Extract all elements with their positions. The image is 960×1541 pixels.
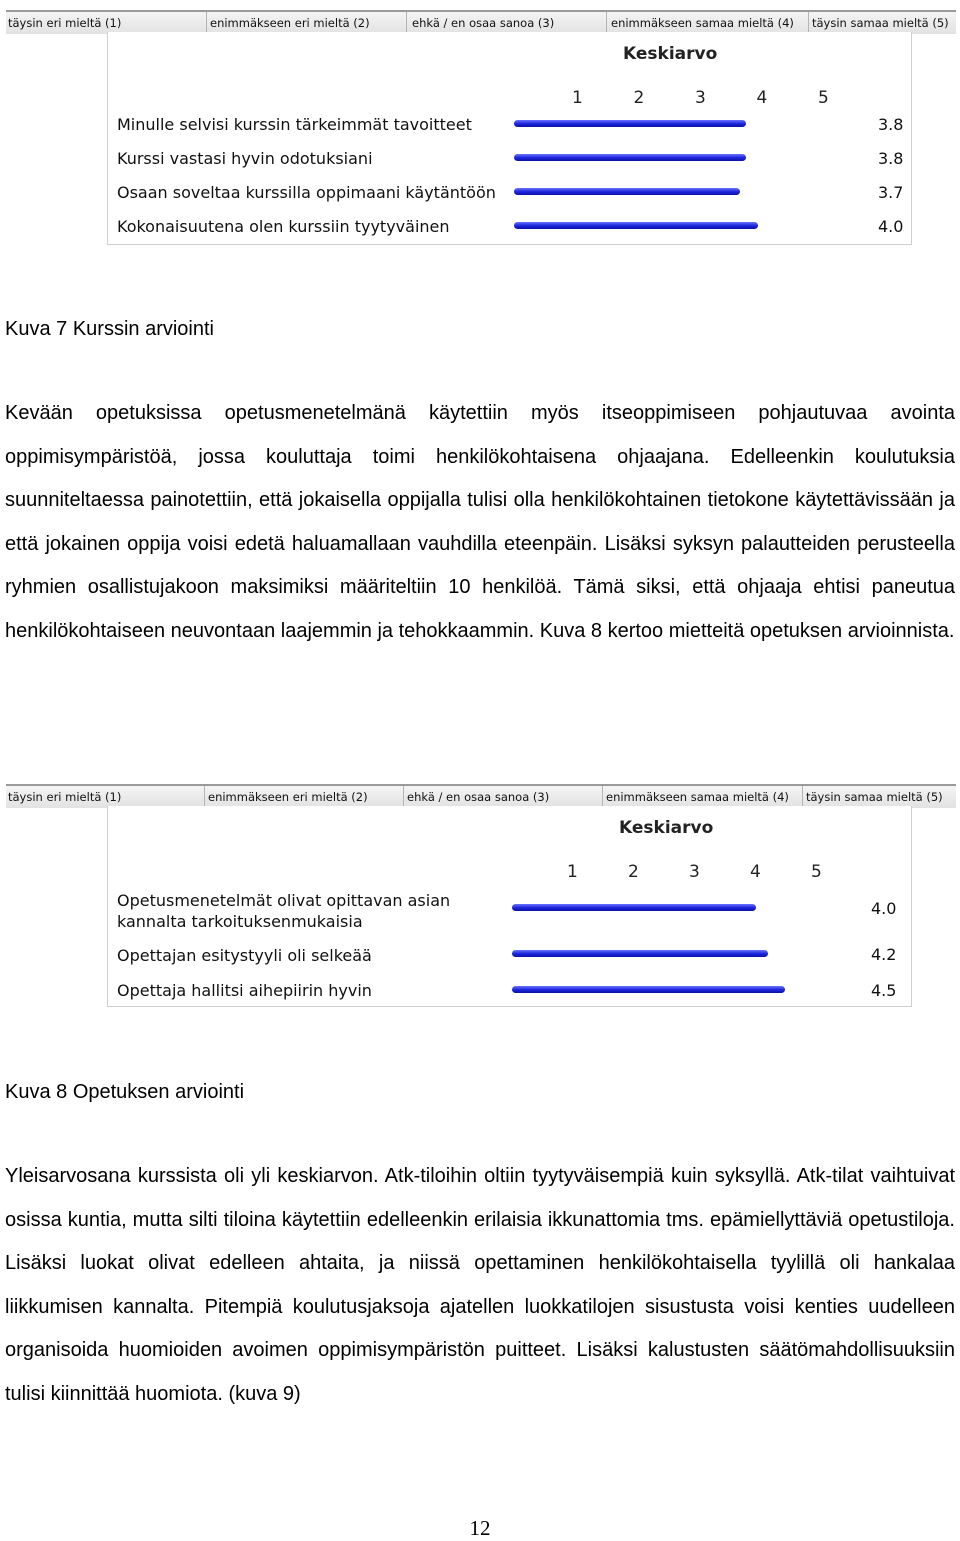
axis-tick-label: 1	[567, 862, 578, 882]
scale-label: täysin samaa mieltä (5)	[806, 790, 943, 804]
question-label: Kokonaisuutena olen kurssiin tyytyväinen	[117, 217, 450, 236]
axis-tick-label: 2	[633, 88, 645, 108]
chart-title: Keskiarvo	[623, 44, 718, 64]
axis-tick-label: 5	[811, 862, 822, 882]
average-value: 3.8	[878, 149, 904, 168]
question-label: Opettaja hallitsi aihepiirin hyvin	[117, 981, 372, 1000]
scale-label: ehkä / en osaa sanoa (3)	[407, 790, 550, 804]
question-label: Minulle selvisi kurssin tärkeimmät tavoitteet	[117, 115, 472, 134]
question-label: Osaan soveltaa kurssilla oppimaani käytäntöön	[117, 183, 496, 202]
axis-tick-label: 3	[695, 88, 706, 108]
average-value: 4.0	[878, 217, 904, 236]
page-number: 12	[469, 1516, 491, 1540]
scale-label: täysin eri mieltä (1)	[8, 790, 122, 804]
scale-label: enimmäkseen samaa mieltä (4)	[606, 790, 789, 804]
average-bar	[512, 950, 768, 957]
scale-label: ehkä / en osaa sanoa (3)	[412, 16, 555, 30]
axis-tick-label: 3	[689, 862, 700, 882]
survey-chart-teaching	[6, 784, 956, 1012]
body-paragraph-1: Kevään opetuksissa opetusmenetelmänä käytettiin myös itseoppimiseen pohjautuvaa avointa oppimisympäristöä, jossa kouluttaja toimi henkilökohtaisena ohjaajana. Edelleenkin koulutuksia suunniteltaessa painotettiin, että jokaisella oppijalla tulisi olla henkilökohtainen tietokone käytettävissään ja että jokainen oppija voisi edetä haluamallaan vauhdilla eteenpäin. Lisäksi syksyn palautteiden perusteella ryhmien osallistujakoon maksimiksi määriteltiin 10 henkilöä. Tämä siksi, että ohjaaja ehtisi paneutua henkilökohtaiseen neuvontaan laajemmin ja tehokkaammin. Kuva 8 kertoo mietteitä opetuksen arvioinnista.	[5, 402, 955, 642]
average-bar	[512, 986, 785, 993]
axis-tick-label: 4	[756, 88, 768, 108]
average-bar	[514, 222, 758, 229]
scale-label: enimmäkseen samaa mieltä (4)	[611, 16, 794, 30]
scale-legend	[6, 784, 956, 808]
figure-caption-7: Kuva 7 Kurssin arviointi	[5, 318, 214, 340]
average-value: 4.5	[871, 981, 897, 1000]
average-bar	[514, 154, 746, 161]
scale-legend	[6, 10, 956, 34]
question-label: Opetusmenetelmät olivat opittavan asian kannalta tarkoituksenmukaisia	[117, 891, 451, 931]
survey-chart-course	[6, 10, 956, 248]
scale-label: enimmäkseen eri mieltä (2)	[208, 790, 368, 804]
axis-tick-label: 1	[572, 88, 583, 108]
average-value: 3.7	[878, 183, 904, 202]
average-value: 4.0	[871, 899, 897, 918]
axis-tick-label: 4	[750, 862, 761, 882]
figure-caption-8: Kuva 8 Opetuksen arviointi	[5, 1081, 245, 1103]
scale-label: enimmäkseen eri mieltä (2)	[210, 16, 370, 30]
question-label: Kurssi vastasi hyvin odotuksiani	[117, 149, 373, 168]
question-label: Opettajan esitystyyli oli selkeää	[117, 946, 372, 965]
chart-panel	[107, 32, 912, 245]
average-bar	[512, 904, 756, 911]
average-value: 3.8	[878, 115, 904, 134]
axis-tick-label: 2	[628, 862, 639, 882]
scale-label: täysin samaa mieltä (5)	[812, 16, 949, 30]
scale-label: täysin eri mieltä (1)	[8, 16, 122, 30]
chart-title: Keskiarvo	[619, 818, 714, 838]
chart-panel	[107, 806, 912, 1007]
average-bar	[514, 188, 740, 195]
average-value: 4.2	[871, 945, 897, 964]
axis-tick-label: 5	[818, 88, 829, 108]
body-paragraph-2: Yleisarvosana kurssista oli yli keskiarvon. Atk-tiloihin oltiin tyytyväisempiä kuin syksyllä. Atk-tilat vaihtuivat osissa kuntia, mutta silti tiloina käytettiin edelleenkin erilaisia ikkunattomia tms. epämiellyttäviä opetustiloja. Lisäksi luokat olivat edelleen ahtaita, ja niissä opettaminen henkilökohtaisella tyylillä oli hankalaa liikkumisen kannalta. Pitempiä koulutusjaksoja ajatellen luokkatilojen sisustusta voisi kenties uudelleen organisoida huomioiden avoimen oppimisympäristön puitteet. Lisäksi kalustusten säätömahdollisuuksiin tulisi kiinnittää huomiota. (kuva 9)	[5, 1165, 955, 1405]
average-bar	[514, 120, 746, 127]
